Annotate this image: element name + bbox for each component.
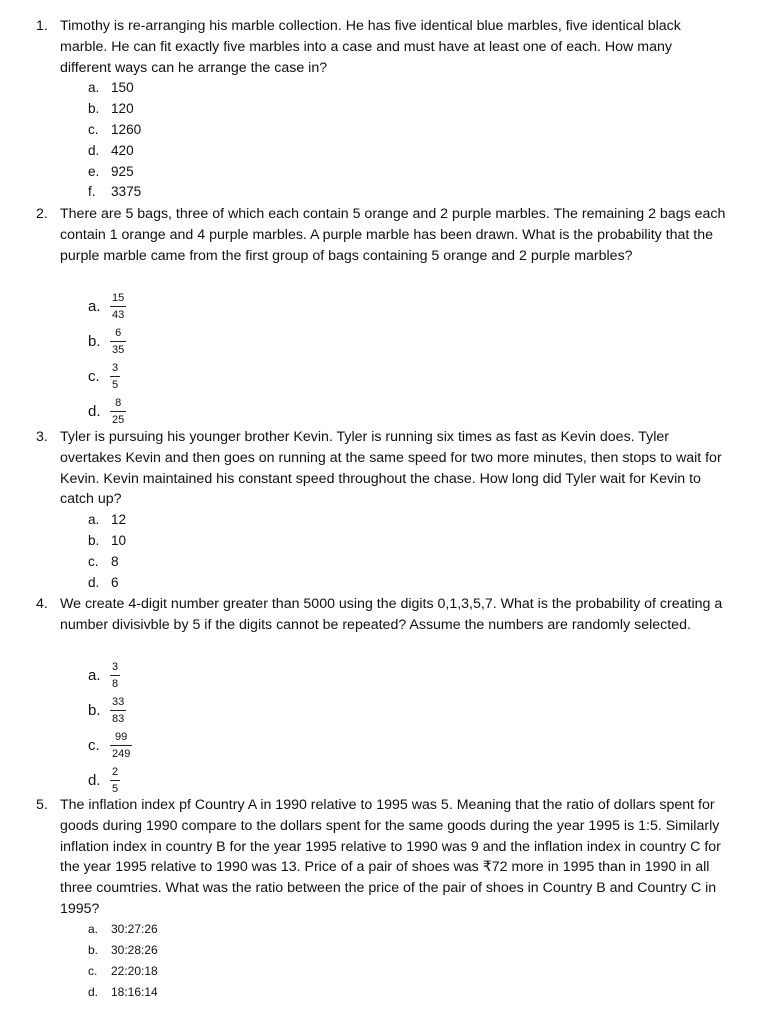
question-text: Timothy is re-arranging his marble collection. He has five identical blue marbles, five identical black marble. He can fit exactly five marbles into a case and must have at least one of each. How many different ways can he arrange the case in? (60, 18, 681, 76)
options-list-3 (88, 510, 126, 594)
option-d[interactable]: d. 6 (88, 574, 119, 590)
question-5 (36, 795, 726, 920)
option-d[interactable]: d. $\frac{2}{5}$ (88, 765, 119, 795)
option-b[interactable]: b. 30:28:26 (88, 942, 158, 957)
question-3 (36, 427, 726, 510)
option-a[interactable]: a. 30:27:26 (88, 922, 158, 936)
question-number: 1. (36, 18, 48, 34)
option-e[interactable]: e. 925 (88, 163, 134, 179)
fraction: $\frac{6}{35}$ (112, 326, 125, 356)
option-a[interactable]: a. $\frac{15}{43}$ (88, 291, 125, 321)
fraction: $\frac{3}{5}$ (112, 361, 119, 391)
question-number: 4. (36, 596, 48, 612)
option-a[interactable]: a. 12 (88, 512, 127, 527)
option-c[interactable]: c. 8 (88, 553, 119, 569)
option-a[interactable]: a. $\frac{3}{8}$ (88, 660, 119, 690)
option-a[interactable]: a. 150 (88, 80, 134, 95)
question-1 (36, 16, 726, 78)
option-c[interactable]: c. $\frac{3}{5}$ (88, 361, 119, 391)
option-c[interactable]: c. $\frac{99}{249}$ (88, 730, 131, 760)
question-text: The inflation index pf Country A in 1990 relative to 1995 was 5. Meaning that the ratio of dollars spent for goods during 1990 compare to the dollars spent for the same goods during the year 1995 is 1:5. Similarly inflation index in country B for the year 1995 relative to 1990 was 9 and the inflation index in country C for the year 1995 relative to 1990 was 13. Price of a pair of shoes was ₹72 more in 1995 than in 1990 in all three coumtries. What was the ratio between the price of the pair of shoes in Country B and Country C in 1995? (60, 797, 721, 917)
fraction: $\frac{2}{5}$ (112, 765, 119, 795)
question-text: Tyler is pursuing his younger brother Kevin. Tyler is running six times as fast as Kevin does. Tyler overtakes Kevin and then goes on running at the same speed for two more minutes, then stops to wait for Kevin. Kevin maintained his constant speed throughout the chase. How long did Tyler wait for Kevin to catch up? (60, 429, 722, 508)
question-2 (36, 204, 726, 266)
option-b[interactable]: b. 10 (88, 532, 127, 548)
option-f[interactable]: f. 3375 (88, 184, 142, 200)
option-c[interactable]: c. 22:20:18 (88, 963, 158, 978)
option-b[interactable]: b. 120 (88, 100, 134, 116)
fraction: $\frac{3}{8}$ (112, 660, 119, 690)
options-list-1 (88, 78, 141, 203)
option-b[interactable]: b. $\frac{6}{35}$ (88, 326, 125, 356)
question-text: There are 5 bags, three of which each contain 5 orange and 2 purple marbles. The remaining 2 bags each contain 1 orange and 4 purple marbles. A purple marble has been drawn. What is the probability that the purple marble came from the first group of bags containing 5 orange and 2 purple marbles? (60, 206, 726, 264)
option-d[interactable]: d. 18:16:14 (88, 984, 158, 999)
option-b[interactable]: b. $\frac{33}{83}$ (88, 695, 125, 725)
question-number: 3. (36, 429, 48, 445)
fraction: $\frac{8}{25}$ (112, 396, 125, 426)
question-text: We create 4-digit number greater than 5000 using the digits 0,1,3,5,7. What is the probability of creating a number divisivble by 5 if the digits cannot be repeated? Assume the numbers are randomly selected. (60, 596, 723, 633)
fraction: $\frac{15}{43}$ (112, 291, 125, 321)
fraction: $\frac{99}{249}$ (112, 730, 131, 760)
option-c[interactable]: c. 1260 (88, 121, 142, 137)
options-list-5 (88, 919, 158, 1003)
option-d[interactable]: d. $\frac{8}{25}$ (88, 396, 125, 426)
question-number: 5. (36, 797, 48, 813)
question-number: 2. (36, 206, 48, 222)
fraction: $\frac{33}{83}$ (112, 695, 125, 725)
option-d[interactable]: d. 420 (88, 142, 134, 158)
question-4 (36, 594, 726, 636)
